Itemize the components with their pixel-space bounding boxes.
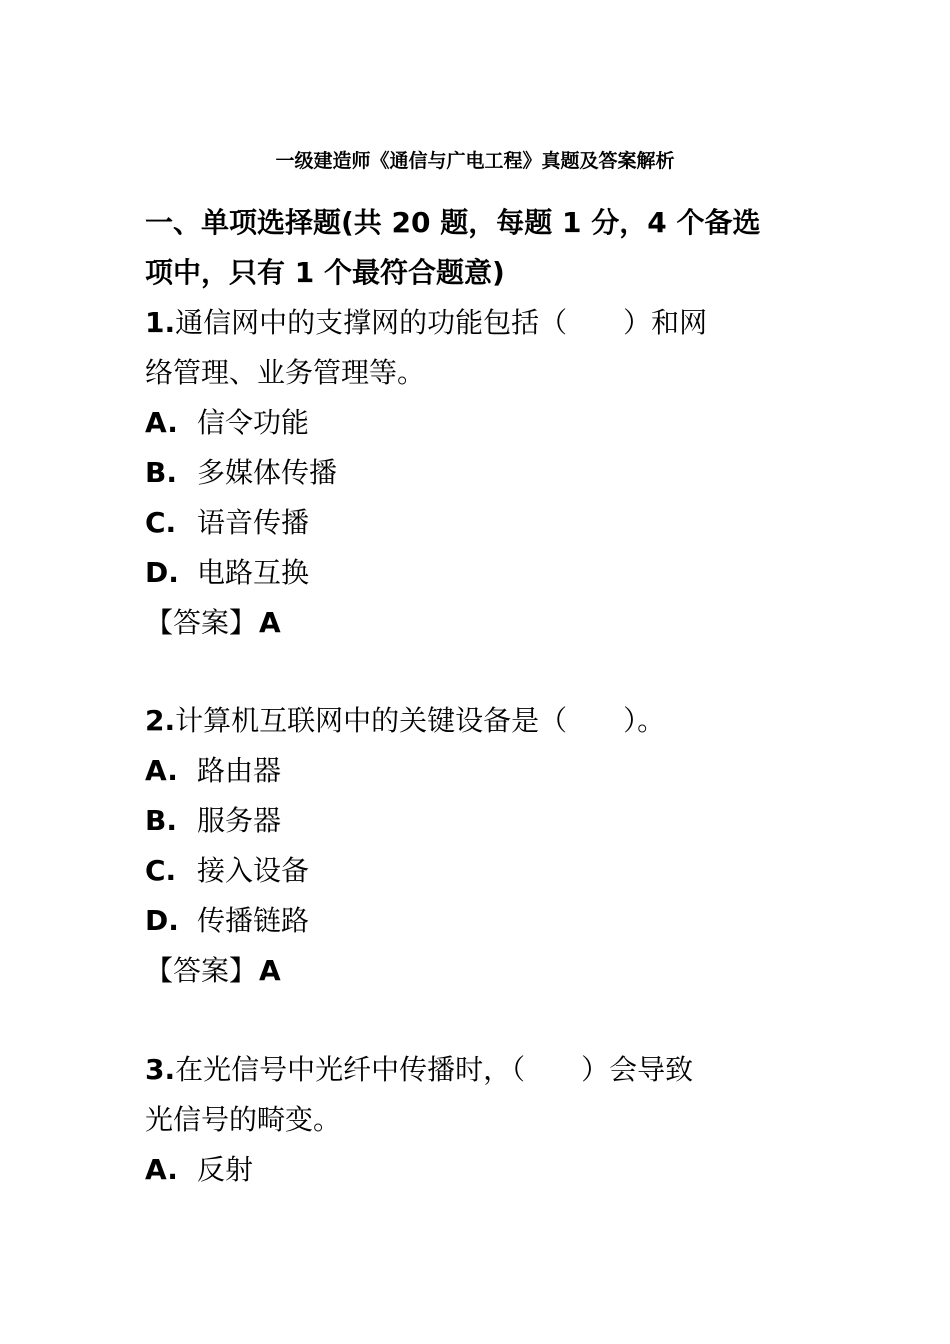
answer-label: 【答案】 xyxy=(145,606,258,639)
option-text: 接入设备 xyxy=(197,854,310,887)
option-text: 多媒体传播 xyxy=(197,456,338,489)
option-letter: D. xyxy=(145,556,179,589)
option-text: 传播链路 xyxy=(197,904,310,937)
question-2-option-c xyxy=(145,846,810,896)
option-letter: B. xyxy=(145,804,177,837)
question-3-option-a xyxy=(145,1145,810,1195)
document-title: 一级建造师《通信与广电工程》真题及答案解析 xyxy=(275,150,675,172)
option-letter: C. xyxy=(145,854,177,887)
option-text: 反射 xyxy=(197,1153,254,1186)
question-2-option-a xyxy=(145,746,810,796)
section-heading-line-1: 一、单项选择题(共 20 题，每题 1 分，4 个备选 xyxy=(145,206,761,239)
question-2 xyxy=(145,696,810,996)
option-letter: B. xyxy=(145,456,177,489)
question-2-answer xyxy=(145,946,810,996)
option-letter: A. xyxy=(145,406,178,439)
question-1-option-a xyxy=(145,398,810,448)
question-1-option-b xyxy=(145,448,810,498)
question-1-stem-line-1 xyxy=(145,298,810,348)
question-1 xyxy=(145,298,810,648)
question-1-stem-line-2: 络管理、业务管理等。 xyxy=(145,356,426,389)
question-3-stem-line-2: 光信号的畸变。 xyxy=(145,1103,342,1136)
section-heading xyxy=(145,198,810,298)
option-text: 路由器 xyxy=(197,754,282,787)
option-text: 服务器 xyxy=(197,804,282,837)
question-1-option-d xyxy=(145,548,810,598)
question-2-option-b xyxy=(145,796,810,846)
option-letter: D. xyxy=(145,904,179,937)
question-2-stem-line-1 xyxy=(145,696,810,746)
option-letter: A. xyxy=(145,1153,178,1186)
question-2-stem-text-1: 计算机互联网中的关键设备是（ ）。 xyxy=(175,704,666,737)
answer-value: A xyxy=(259,954,281,987)
option-letter: A. xyxy=(145,754,178,787)
question-1-answer xyxy=(145,598,810,648)
answer-value: A xyxy=(259,606,281,639)
option-text: 语音传播 xyxy=(197,506,310,539)
question-3-stem-text-1: 在光信号中光纤中传播时，（ ）会导致 xyxy=(175,1053,694,1086)
section-heading-line-2: 项中，只有 1 个最符合题意) xyxy=(145,256,505,289)
option-text: 电路互换 xyxy=(197,556,310,589)
question-3-number: 3. xyxy=(145,1053,176,1086)
option-letter: C. xyxy=(145,506,177,539)
question-2-option-d xyxy=(145,896,810,946)
question-3-stem-line-1 xyxy=(145,1045,810,1095)
option-text: 信令功能 xyxy=(197,406,310,439)
question-3 xyxy=(145,1045,810,1195)
question-1-option-c xyxy=(145,498,810,548)
answer-label: 【答案】 xyxy=(145,954,258,987)
question-1-number: 1. xyxy=(145,306,176,339)
question-2-number: 2. xyxy=(145,704,176,737)
question-1-stem-text-1: 通信网中的支撑网的功能包括（ ）和网 xyxy=(175,306,708,339)
